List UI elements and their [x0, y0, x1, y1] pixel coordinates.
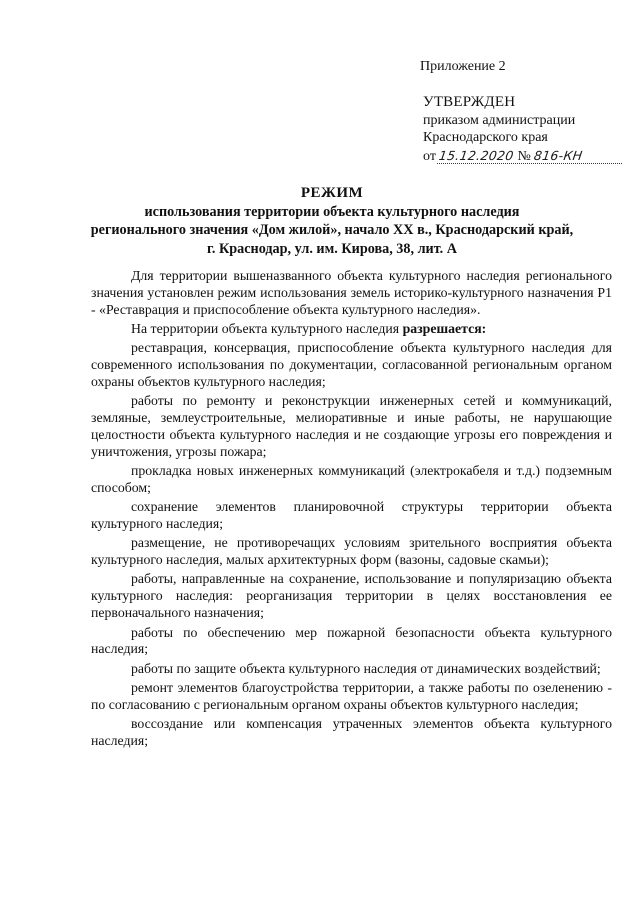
number-prefix: №: [517, 148, 531, 164]
approval-block: [423, 94, 628, 165]
document-body: [91, 268, 612, 752]
permitted-lead-paragraph: [91, 321, 612, 338]
approved-by-line-1: приказом администрации: [423, 112, 576, 128]
list-item: воссоздание или компенсация утраченных элементов объекта культурного наследия;: [91, 715, 612, 748]
list-item: прокладка новых инженерных коммуникаций (электрокабеля и т.д.) подземным способом;: [91, 463, 612, 496]
title-line-4: г. Краснодар, ул. им. Кирова, 38, лит. А: [207, 240, 457, 257]
list-item: работы по ремонту и реконструкции инженерных сетей и коммуникаций, земляные, землеустроительные, мелиоративные и иные работы, не нарушающие целостности объекта культурного наследия и не создающие угрозы его повреждения и уничтожения, угрозы пожара;: [91, 393, 612, 459]
permitted-bold: разрешается:: [402, 321, 487, 337]
intro-paragraph: Для территории вышеназванного объекта культурного наследия регионального значения установлен режим использования земель историко-культурного назначения Р1 - «Реставрация и приспособление объекта культурного наследия».: [91, 268, 612, 317]
fill-in-underline: [437, 163, 622, 164]
list-item: работы, направленные на сохранение, использование и популяризацию объекта культурного наследия: реорганизация территории в целях восстановления ее первоначального назначения;: [91, 571, 612, 621]
appendix-label: Приложение 2: [420, 59, 506, 74]
list-item: ремонт элементов благоустройства территории, а также работы по озеленению - по согласованию с региональным органом охраны объектов культурного наследия;: [91, 679, 612, 712]
list-item: реставрация, консервация, приспособление объекта культурного наследия для современного использования по документации, согласованной региональным органом охраны объектов культурного наследия;: [91, 340, 612, 390]
list-item: размещение, не противоречащих условиям зрительного восприятия объекта культурного наследия, малых архитектурных форм (вазоны, садовые скамьи);: [91, 535, 612, 568]
title-line-3: регионального значения «Дом жилой», начало XX в., Краснодарский край,: [90, 222, 574, 238]
handwritten-number: 816-КН: [533, 147, 584, 163]
list-item: сохранение элементов планировочной структуры территории объекта культурного наследия;: [91, 499, 612, 532]
date-prefix: от: [423, 148, 436, 164]
list-item: работы по обеспечению мер пожарной безопасности объекта культурного наследия;: [91, 624, 612, 657]
permitted-lead: На территории объекта культурного наследия: [131, 321, 400, 337]
list-item: работы по защите объекта культурного наследия от динамических воздействий;: [131, 660, 601, 676]
document-title: [82, 184, 582, 258]
order-date-number-line: [423, 147, 628, 166]
handwritten-date: 15.12.2020: [438, 147, 516, 163]
title-line-2: использования территории объекта культурного наследия: [144, 203, 520, 220]
approved-by-line-2: Краснодарского края: [423, 130, 548, 145]
approved-heading: УТВЕРЖДЕН: [423, 94, 516, 110]
title-line-1: РЕЖИМ: [300, 185, 364, 201]
